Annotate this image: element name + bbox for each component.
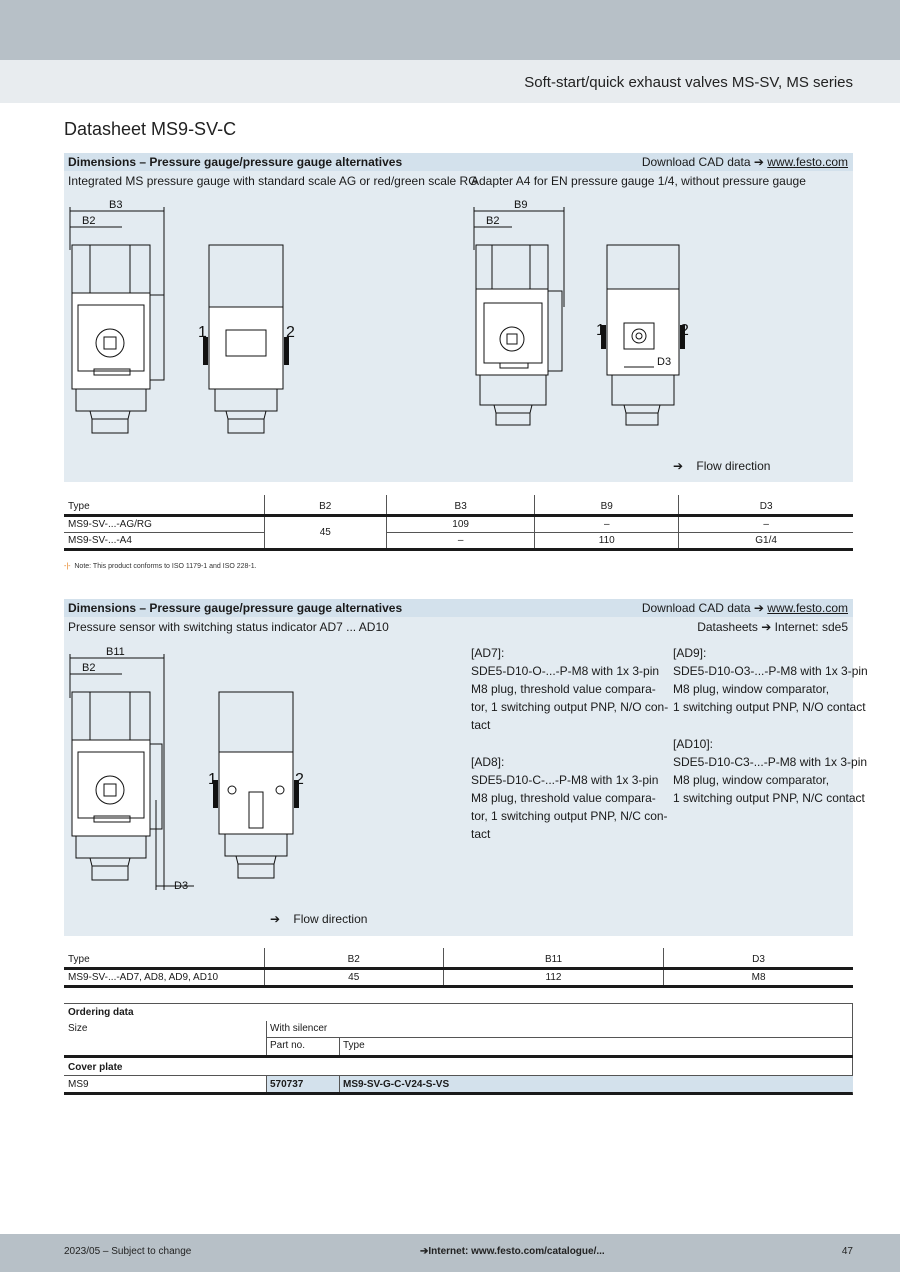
cad-download-1[interactable] xyxy=(642,155,848,169)
cad-download-2[interactable] xyxy=(642,601,848,615)
cell-b3: – xyxy=(387,532,535,549)
dimensions-table-2 xyxy=(64,948,853,988)
ad9-line: 1 switching output PNP, N/O contact xyxy=(673,700,866,714)
section-1-title: Dimensions – Pressure gauge/pressure gauge alternatives xyxy=(68,155,403,169)
ad9-label: [AD9]: xyxy=(673,646,707,660)
page-number: 47 xyxy=(841,1246,853,1257)
dimensions-table-1 xyxy=(64,495,853,551)
top-bar xyxy=(0,0,900,60)
note-text: Note: This product conforms to ISO 1179-1 and ISO 228-1. xyxy=(74,563,257,570)
cover-plate-label: Cover plate xyxy=(68,1062,123,1073)
series-title: Soft-start/quick exhaust valves MS-SV, MS series xyxy=(524,74,853,91)
drawing-gauge-ag-rg xyxy=(64,195,464,445)
ad8-line: tor, 1 switching output PNP, N/C con- xyxy=(471,809,668,823)
size-ms9: MS9 xyxy=(68,1079,89,1090)
cad-download-label: Download CAD data ➔ xyxy=(641,155,764,169)
th-type: Type xyxy=(64,495,264,515)
type-code: MS9-SV-G-C-V24-S-VS xyxy=(343,1079,450,1090)
festo-link-1[interactable]: www.festo.com xyxy=(767,155,848,169)
th-b3: B3 xyxy=(387,495,535,515)
drawing-pressure-sensor xyxy=(64,640,464,900)
cell-b11: 112 xyxy=(443,968,663,986)
th-b2: B2 xyxy=(264,948,443,968)
right-caption: Adapter A4 for EN pressure gauge 1/4, without pressure gauge xyxy=(471,174,806,188)
ad8-line: tact xyxy=(471,827,491,841)
cell-b2: 45 xyxy=(264,515,387,549)
ad8-line: SDE5-D10-C-...-P-M8 with 1x 3-pin xyxy=(471,773,659,787)
port-1-label-ad: 1 xyxy=(208,771,217,788)
th-b11: B11 xyxy=(443,948,663,968)
port-2-label: 2 xyxy=(286,324,295,341)
ad8-description xyxy=(471,753,668,843)
cell-d3: M8 xyxy=(664,968,853,986)
cad-download-label: Download CAD data ➔ xyxy=(641,601,764,615)
dim-b2: B2 xyxy=(82,215,96,227)
th-d3: D3 xyxy=(664,948,853,968)
th-type: Type xyxy=(64,948,264,968)
footer-catalogue-link[interactable]: ➔Internet: www.festo.com/catalogue/... xyxy=(420,1246,605,1257)
port-2-label-a4: 2 xyxy=(680,322,689,339)
ordering-size-label: Size xyxy=(68,1023,88,1034)
section-2-title: Dimensions – Pressure gauge/pressure gauge alternatives xyxy=(68,601,403,615)
table-row-type: MS9-SV-...-AG/RG xyxy=(64,515,264,532)
ad7-label: [AD7]: xyxy=(471,646,505,660)
table-row-type: MS9-SV-...-AD7, AD8, AD9, AD10 xyxy=(64,968,264,986)
drawing-gauge-a4 xyxy=(464,195,764,445)
ad7-line: tor, 1 switching output PNP, N/O con- xyxy=(471,700,669,714)
ad8-line: M8 plug, threshold value compara- xyxy=(471,791,656,805)
ad9-line: M8 plug, window comparator, xyxy=(673,682,830,696)
cell-d3: – xyxy=(679,515,853,532)
th-d3: D3 xyxy=(679,495,853,515)
ordering-title: Ordering data xyxy=(68,1007,134,1018)
ad7-line: SDE5-D10-O-...-P-M8 with 1x 3-pin xyxy=(471,664,660,678)
dim-b9: B9 xyxy=(514,199,528,211)
ad7-line: tact xyxy=(471,718,491,732)
flow-direction-1: ➔ Flow direction xyxy=(673,459,771,473)
ad9-line: SDE5-D10-O3-...-P-M8 with 1x 3-pin xyxy=(673,664,868,678)
th-b2: B2 xyxy=(264,495,387,515)
cell-b2: 45 xyxy=(264,968,443,986)
ad7-description xyxy=(471,644,668,734)
th-b9: B9 xyxy=(535,495,679,515)
footer-date: 2023/05 – Subject to change xyxy=(64,1246,192,1257)
datasheets-link[interactable]: Datasheets ➔ Internet: sde5 xyxy=(697,620,848,634)
part-no-header: Part no. xyxy=(270,1040,306,1051)
dim-d3-ad: D3 xyxy=(174,880,189,892)
cell-b3: 109 xyxy=(387,515,535,532)
note-icon: -|- xyxy=(64,563,71,570)
ad10-label: [AD10]: xyxy=(673,737,714,751)
ad10-line: M8 plug, window comparator, xyxy=(673,773,830,787)
cell-b9: – xyxy=(535,515,679,532)
table-row-type: MS9-SV-...-A4 xyxy=(64,532,264,549)
ad10-description xyxy=(673,735,867,807)
dim-b2-a4: B2 xyxy=(486,215,500,227)
caption-ad: Pressure sensor with switching status indicator AD7 ... AD10 xyxy=(68,620,389,634)
port-2-label-ad: 2 xyxy=(295,771,304,788)
with-silencer-label: With silencer xyxy=(270,1023,328,1034)
port-1-label: 1 xyxy=(198,324,207,341)
dim-b3: B3 xyxy=(109,199,123,211)
festo-link-2[interactable]: www.festo.com xyxy=(767,601,848,615)
iso-note xyxy=(64,563,257,570)
page-title: Datasheet MS9-SV-C xyxy=(64,119,237,139)
type-header: Type xyxy=(343,1040,365,1051)
dim-b2-ad: B2 xyxy=(82,662,96,674)
ad7-line: M8 plug, threshold value compara- xyxy=(471,682,656,696)
port-1-label-a4: 1 xyxy=(596,322,605,339)
left-caption: Integrated MS pressure gauge with standard scale AG or red/green scale RG xyxy=(68,174,478,188)
dim-b11: B11 xyxy=(106,646,125,658)
ad10-line: 1 switching output PNP, N/C contact xyxy=(673,791,865,805)
cell-d3: G1/4 xyxy=(679,532,853,549)
ad9-description xyxy=(673,644,868,716)
cell-b9: 110 xyxy=(535,532,679,549)
ad10-line: SDE5-D10-C3-...-P-M8 with 1x 3-pin xyxy=(673,755,868,769)
ad8-label: [AD8]: xyxy=(471,755,505,769)
part-number: 570737 xyxy=(270,1079,304,1090)
dim-d3: D3 xyxy=(657,356,672,368)
flow-direction-2: ➔ Flow direction xyxy=(270,912,368,926)
